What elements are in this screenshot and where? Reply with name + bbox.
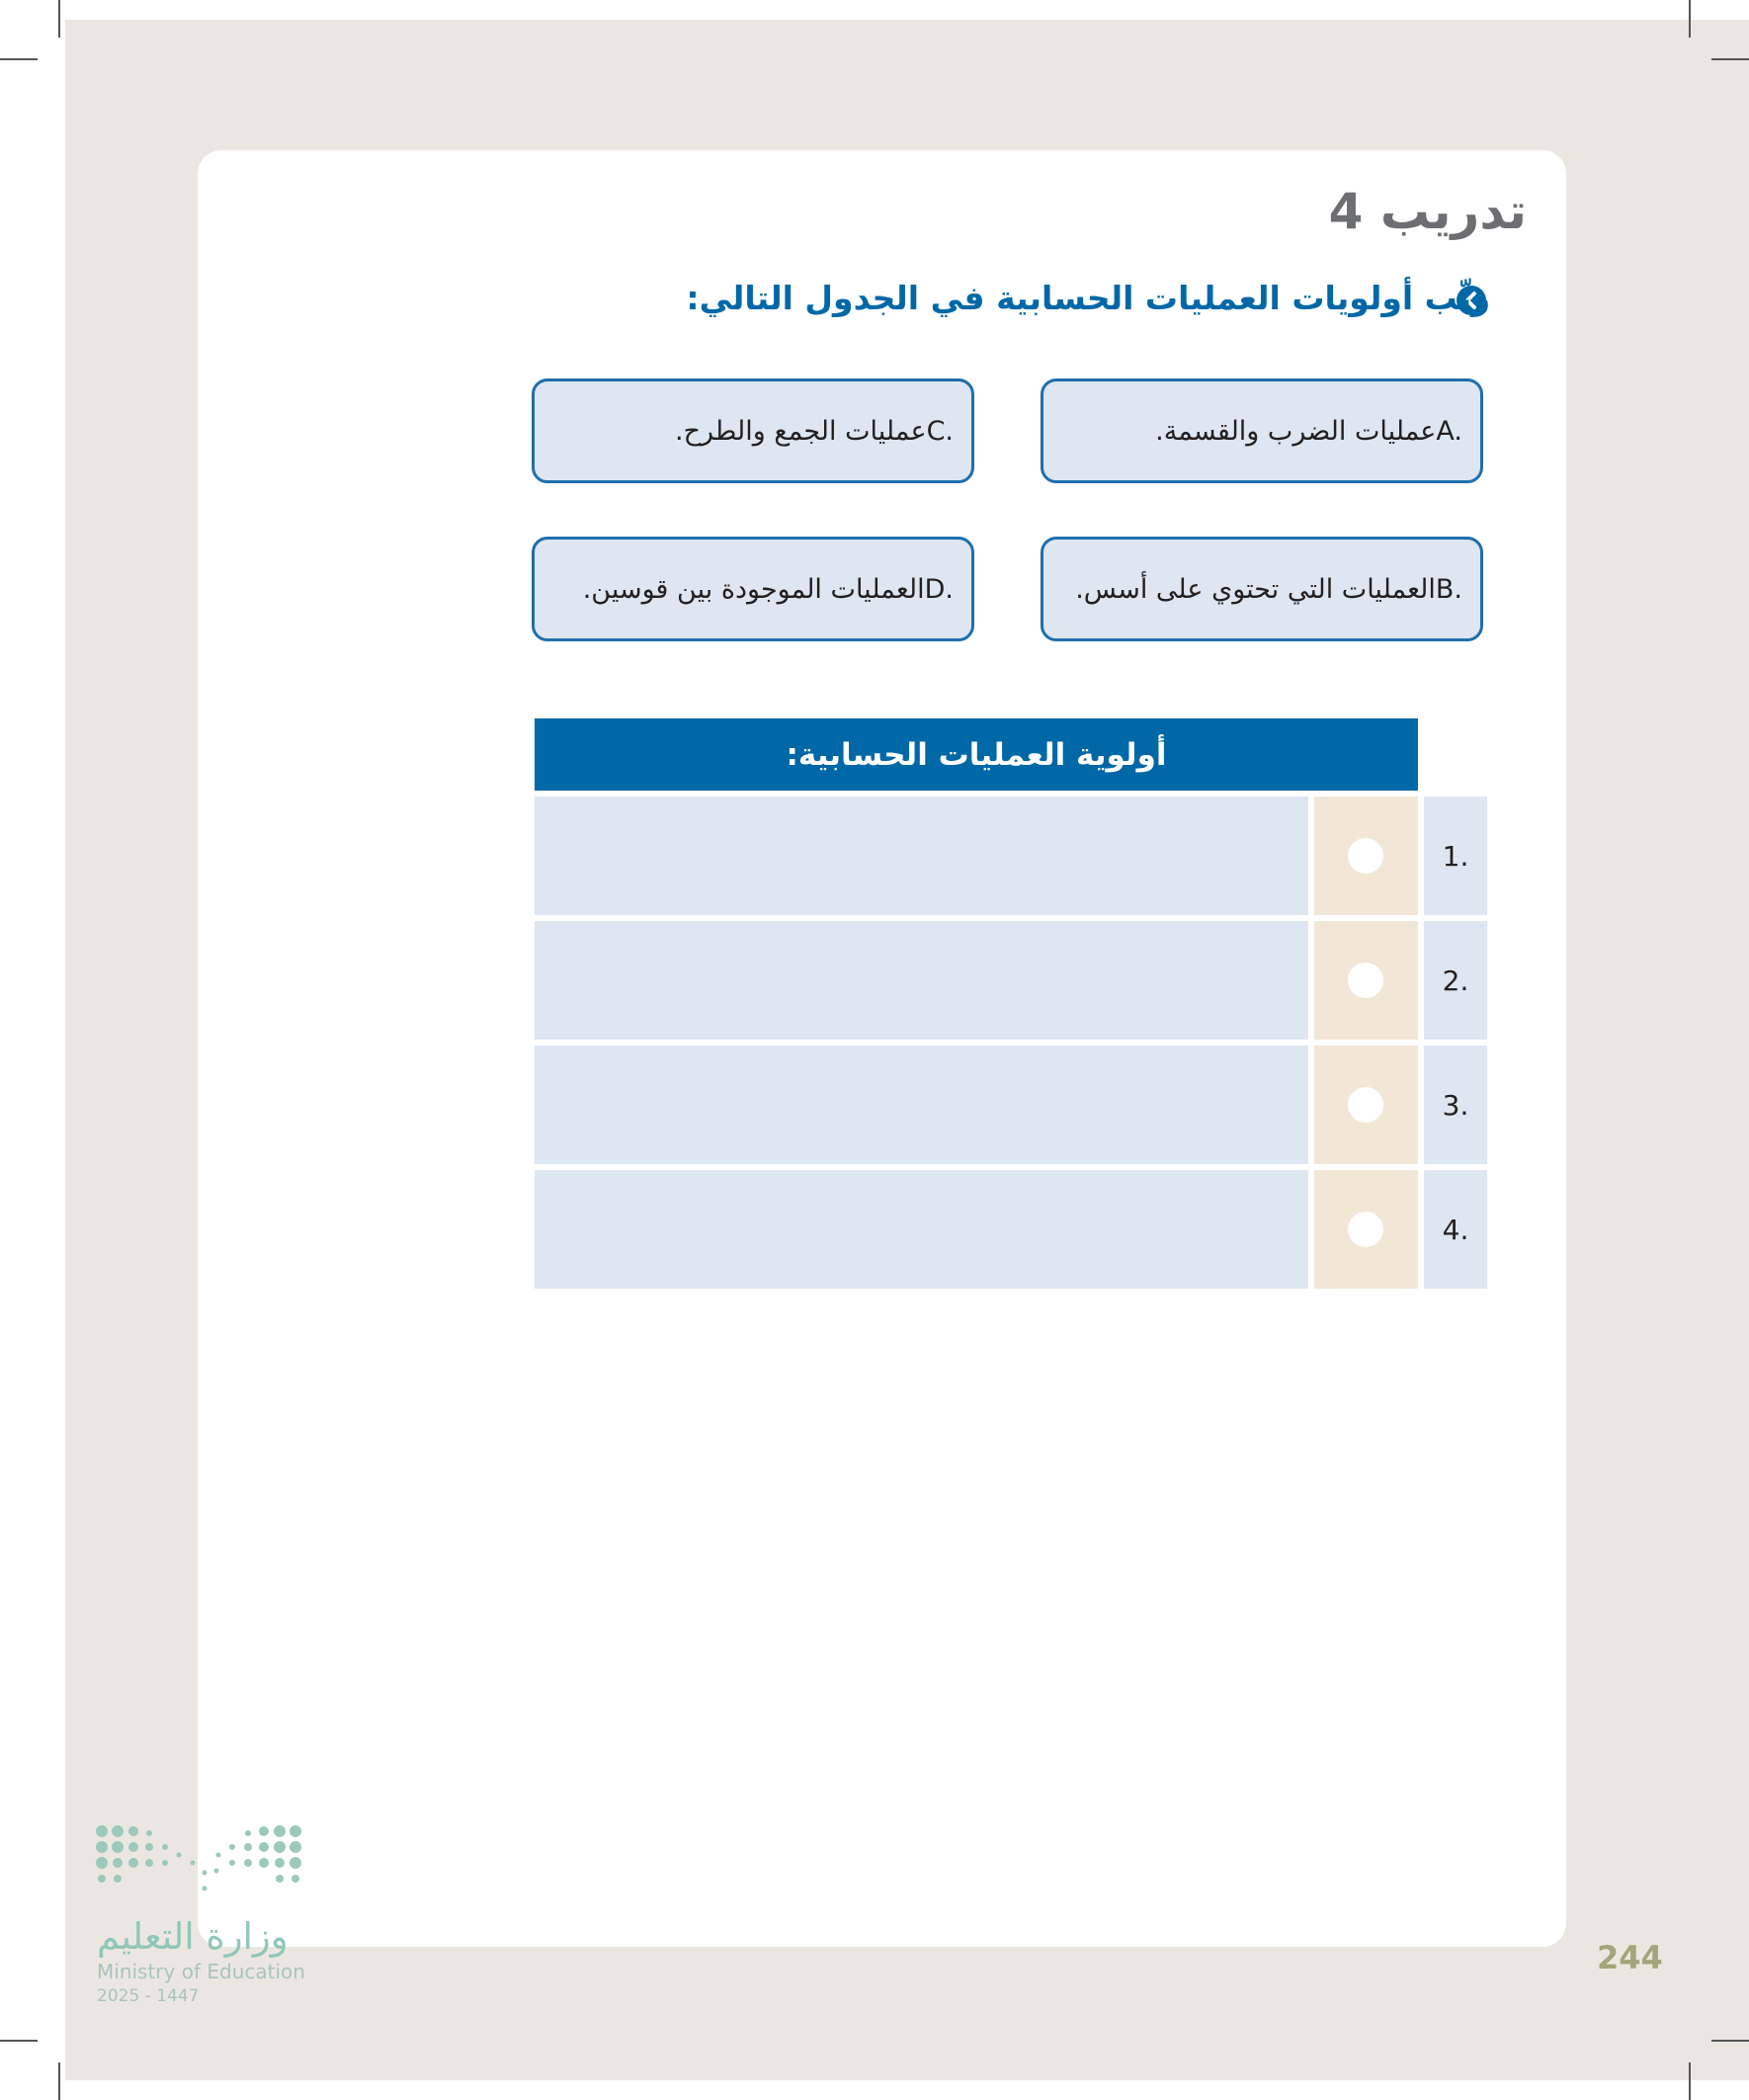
crop-mark (1689, 2062, 1691, 2100)
crop-mark (1711, 58, 1749, 60)
table-row (535, 797, 1487, 915)
page-number: 244 (1597, 1939, 1663, 1976)
row-number: 1. (1424, 797, 1487, 915)
page-title: تدريب 4 (1328, 183, 1527, 240)
mark-cell (1314, 1046, 1418, 1164)
option-letter: D. (924, 573, 954, 605)
circle-marker[interactable] (1348, 963, 1383, 998)
crop-mark (1711, 2040, 1749, 2042)
crop-mark (0, 2040, 38, 2042)
row-number: 3. (1424, 1046, 1487, 1164)
crop-mark (1689, 0, 1691, 38)
circle-marker[interactable] (1348, 1087, 1383, 1123)
option-a (1041, 378, 1483, 483)
ministry-logo-icon (94, 1823, 311, 1907)
answer-cell[interactable] (535, 797, 1308, 915)
instruction-text: رتِّب أولويات العمليات الحسابية في الجدول التالي: (686, 279, 1490, 317)
option-b (1041, 537, 1483, 641)
table-row (535, 1170, 1487, 1289)
crop-mark (58, 0, 60, 38)
option-letter: A. (1436, 415, 1462, 447)
option-d (532, 537, 974, 641)
table-row (535, 1046, 1487, 1164)
crop-mark (58, 2062, 60, 2100)
option-letter: B. (1435, 573, 1462, 605)
ministry-name-arabic: وزارة التعليم (97, 1915, 289, 1958)
option-c (532, 378, 974, 483)
crop-mark (0, 58, 38, 60)
row-number: 4. (1424, 1170, 1487, 1289)
mark-cell (1314, 1170, 1418, 1289)
circle-marker[interactable] (1348, 838, 1383, 874)
ministry-year: 2025 - 1447 (97, 1986, 200, 2006)
answer-cell[interactable] (535, 1170, 1308, 1289)
ministry-name-english: Ministry of Education (97, 1960, 305, 1983)
table-header: أولوية العمليات الحسابية: (535, 718, 1418, 791)
row-number: 2. (1424, 921, 1487, 1040)
circle-marker[interactable] (1348, 1212, 1383, 1247)
answer-cell[interactable] (535, 1046, 1308, 1164)
option-text: العمليات الموجودة بين قوسين. (582, 573, 925, 605)
answer-cell[interactable] (535, 921, 1308, 1040)
option-text: عمليات الضرب والقسمة. (1155, 415, 1437, 447)
option-letter: C. (926, 415, 954, 447)
mark-cell (1314, 921, 1418, 1040)
option-text: عمليات الجمع والطرح. (674, 415, 927, 447)
option-text: العمليات التي تحتوي على أسس. (1075, 573, 1436, 605)
mark-cell (1314, 797, 1418, 915)
table-row (535, 921, 1487, 1040)
